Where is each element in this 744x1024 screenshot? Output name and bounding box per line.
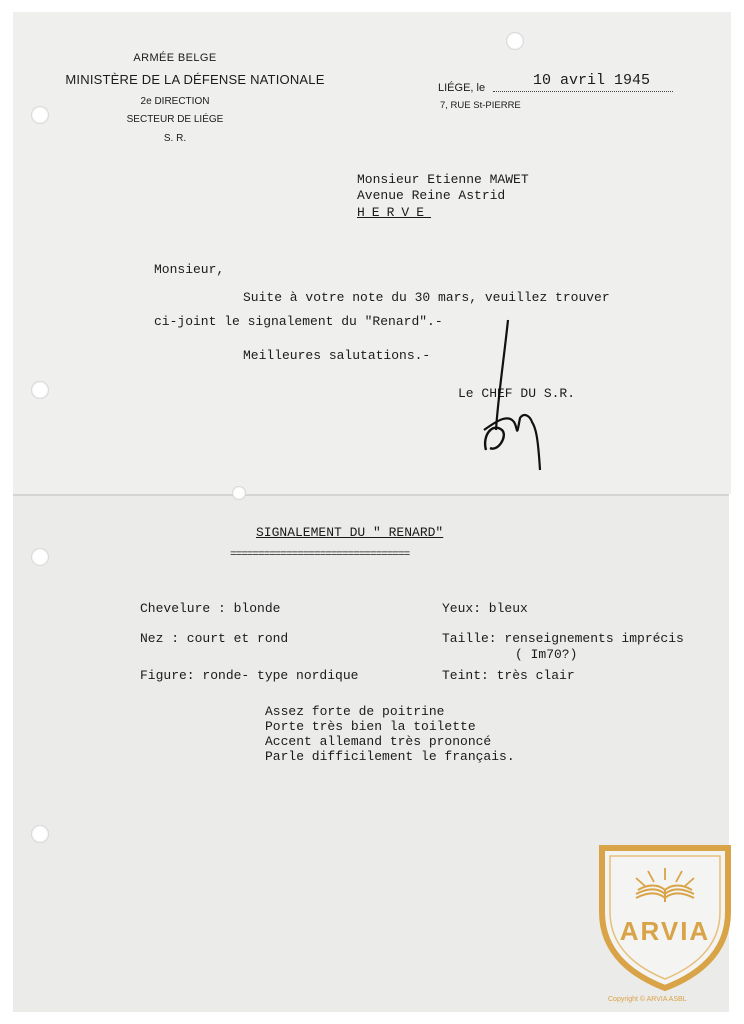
signatory: Le CHEF DU S.R. [458, 386, 576, 401]
arvia-logo [596, 842, 734, 992]
place-label: LIÉGE, le [438, 82, 486, 94]
letterhead-ministry: MINISTÈRE DE LA DÉFENSE NATIONALE [65, 72, 325, 87]
logo-brand: ARVIA [619, 916, 711, 946]
handwritten-signature [478, 318, 558, 474]
field-nose: Nez : court et rond [140, 631, 289, 646]
letter-date: 10 avril 1945 [533, 72, 651, 89]
letterhead-sr: S. R. [163, 133, 187, 144]
binder-hole [232, 486, 246, 500]
field-eyes: Yeux: bleux [442, 601, 528, 616]
binder-hole [31, 825, 49, 843]
description-title: SIGNALEMENT DU " RENARD" [256, 525, 444, 540]
letter-body-line: ci-joint le signalement du "Renard".- [154, 314, 443, 329]
field-face: Figure: ronde- type nordique [140, 668, 359, 683]
field-height: Taille: renseignements imprécis [442, 631, 684, 646]
remark-line: Parle difficilement le français. [265, 749, 515, 764]
recipient-name: Monsieur Etienne MAWET [357, 172, 529, 187]
field-hair: Chevelure : blonde [140, 601, 281, 616]
title-underline-rule: ================================ [230, 549, 410, 561]
letter-body-line: Suite à votre note du 30 mars, veuillez trouver [243, 290, 610, 305]
binder-hole [31, 548, 49, 566]
recipient-street: Avenue Reine Astrid [357, 188, 506, 203]
binder-hole [31, 381, 49, 399]
remark-line: Porte très bien la toilette [265, 719, 476, 734]
recipient-town: HERVE [357, 205, 432, 220]
field-height-value: ( Im70?) [515, 647, 578, 662]
binder-hole [506, 32, 524, 50]
letterhead-direction: 2e DIRECTION [140, 96, 210, 107]
copyright-notice: Copyright © ARVIA ASBL [608, 996, 687, 1003]
letterhead-army: ARMÉE BELGE [133, 52, 217, 64]
field-complexion: Teint: très clair [442, 668, 575, 683]
date-dotted-line [493, 90, 673, 92]
street-address: 7, RUE St-PIERRE [440, 100, 521, 111]
remark-line: Accent allemand très prononcé [265, 734, 492, 749]
remark-line: Assez forte de poitrine [265, 704, 445, 719]
binder-hole [31, 106, 49, 124]
salutation: Monsieur, [154, 262, 225, 277]
closing: Meilleures salutations.- [243, 348, 431, 363]
letterhead-sector: SECTEUR DE LIÉGE [126, 114, 224, 125]
